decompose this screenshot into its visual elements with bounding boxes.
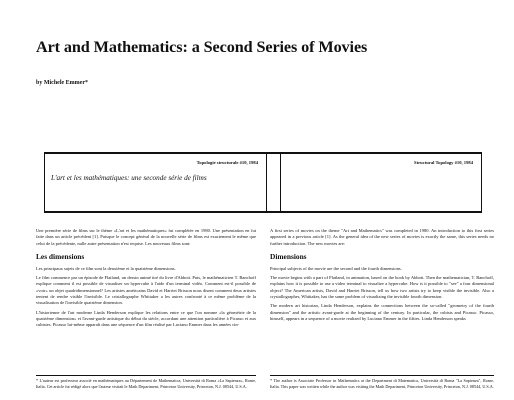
article-title: Art and Mathematics: a Second Series of Movies [36,38,368,56]
french-title-box [44,154,267,211]
footnote-french: * L'auteur est professeur associé en mathématiques au Département de Mathematica, Università di Roma «La Sapienza», Rome, Italia. Cet article fut rédigé alors que l'auteur visitait le Math Department, Princeton University, Princeton, N.J. 08544, U.S.A. [36,378,256,389]
english-box-label: Structural Topology #10, 1984 [414,160,473,165]
english-intro: A first series of movies on the theme "Art and Mathematics" was completed in 1980. An introduction to this first series appeared in a previous article [1]. As the general idea of the new series of movies is exactly the same, this series needs no further introduction. The new movies are: [270,228,494,246]
footnote-english: * The author is Associate Professor in Mathematics at the Department di Matematica, Università di Roma "La Sapienza", Rome, Italia. This paper was written while the author was visiting the Math Department, Princeton University, Princeton, N.J. 08544, U.S.A. [270,378,494,389]
author-byline: by Michele Emmer* [36,80,88,86]
title-boxes [44,152,482,213]
french-paragraph-3: L'historienne de l'art moderne Linda Henderson explique les relations entre ce que l'on nomme «la géométrie de la quatrième dimension» et l'avant-garde artistique du début du siècle, accordant une attention particulière à Picasso et aux cubistes. Picasso lui-même apparaît dans une séquence d'un film réalisé par Luciano Emmer dans les années cin- [36,309,256,328]
french-subtitle: L'art et les mathématiques: une seconde série de films [51,174,207,182]
french-column [36,228,256,332]
french-heading: Les dimensions [36,251,85,261]
footnote-rule-left [36,375,256,376]
footnote-rule-right [270,375,494,376]
english-paragraph-1: Principal subjects of the movie are the second and the fourth dimensions. [270,265,402,271]
english-title-box [280,154,482,211]
english-heading: Dimensions [270,251,307,261]
english-column [270,228,494,325]
english-paragraph-2: The movie begins with a part of Flatland, in animation, based on the book by Abbott. Then the mathematician, T. Banchoff, explains how it is possible to use a video terminal to visualize a hypercube. How is it possible to "see" a four dimensional object? The American artists, David and Harriet Brisson, tell us how two artists try to keep visible the invisible. Also a crystallographer, Whittaker, has the same problem of visualizing the invisible fourth dimension. [270,275,494,300]
french-paragraph-2: Le film commence par un épisode de Flatland, un dessin animé tiré du livre d'Abbott. Puis, le mathématicien T. Banchoff explique comment il est possible de visualiser un hypercube à l'aide d'un terminal vidéo. Comment est-il possible de «voir» un objet quadridimensionnel? Les artistes américains David et Harriet Brisson nous disent comment deux artistes tentent de rendre visible l'invisible. Le cristallographe Whittaker a les autres confronté à ce même problème de la visualisation de l'invisible quatrième dimension. [36,275,256,306]
french-intro: Une première série de films sur le thème «L'art et les mathématiques» fut complétée en 1980. Une présentation en fut faite dans un article précédent [1]. Puisque le concept général de la nouvelle série de films est exactement le même que celui de la précédente, nulle autre présentation n'est requise. Les nouveaux films sont: [36,228,256,246]
french-paragraph-1: Les principaux sujets de ce film sont la deuxième et la quatrième dimensions. [36,265,176,271]
french-box-label: Topologie structurale #10, 1984 [196,160,258,165]
english-paragraph-3: The modern art historian, Linda Henderson, explains the connections between the so-called "geometry of the fourth dimension" and the artistic avant-garde at the beginning of the century. In particular, the cubists and Picasso. Picasso, himself, appears in a sequence of a movie realized by Luciano Emmer in the fifties. Linda Henderson speaks [270,303,494,321]
